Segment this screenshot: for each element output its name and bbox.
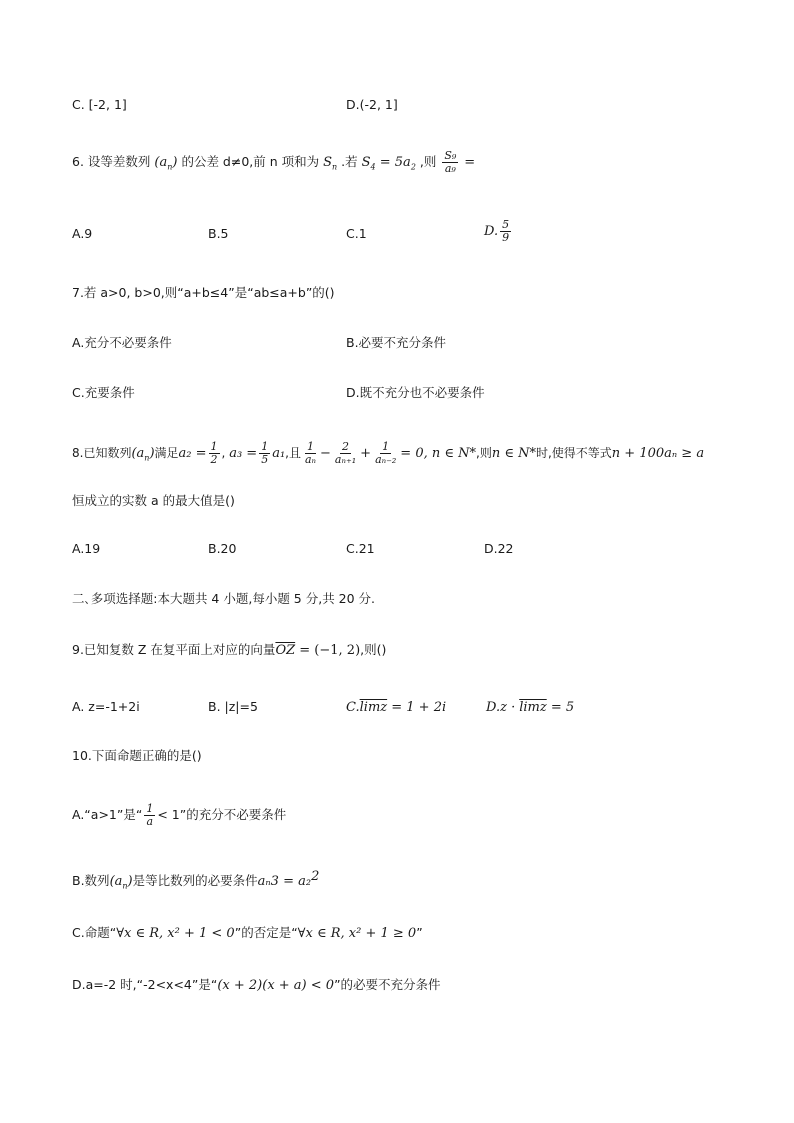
q6-stem (72, 150, 475, 177)
q9-vector: $\overline{OZ}$ (275, 643, 296, 658)
q6-mid: 的公差 d≠0,前 n 项和为 (181, 154, 320, 169)
q10-option-b: B.数列$(a_n)$是等比数列的必要条件aₙ3 = a₂$^2$ (72, 869, 320, 891)
q9-option-d: D.z · limz = 5 (486, 700, 575, 715)
q6-lead: 6. 设等差数列 (72, 154, 151, 169)
q6-mid2: .若 (341, 154, 358, 169)
q10-stem: 10.下面命题正确的是() (72, 748, 202, 763)
q9-stem: 9.已知复数 Z 在复平面上对应的向量$\overline{OZ} = (-1$, 2),则() (72, 642, 387, 658)
q6-option-d: D. $\frac{5}{9}$ (484, 218, 510, 244)
q7-stem: 7.若 a>0, b>0,则“a+b≤4”是“ab≤a+b”的() (72, 285, 335, 300)
q6-equation: $S_4 = 5a_2$ (361, 155, 416, 172)
q8-option-d: D.22 (484, 541, 514, 556)
q6-seq: $(a_n)$ (154, 155, 178, 172)
section-2-heading: 二､多项选择题:本大题共 4 小题,每小题 5 分,共 20 分. (72, 591, 376, 606)
q9-option-b: B. |z|=5 (208, 699, 258, 714)
q7-option-d: D.既不充分也不必要条件 (346, 385, 485, 400)
q10-option-d: D.a=-2 时,“-2<x<4”是“(x + 2)(x + a) < 0”的必要不充分条件 (72, 977, 441, 993)
q7-option-c: C.充要条件 (72, 385, 135, 400)
q5-option-d: D.(-2, 1] (346, 97, 398, 112)
q6-mid3: ,则 (419, 154, 437, 169)
q5-option-c: C. [-2, 1] (72, 97, 127, 112)
q6-fraction: $\frac{\text{S₉}}{\text{a₉}}$ (444, 149, 457, 175)
q8-option-a: A.19 (72, 541, 101, 556)
q9-option-c: C.limz = 1 + 2i (346, 700, 447, 715)
q8-stem: 8.已知数列$(a_n)$满足a₂ = $\frac{1}{2}$ , a₃ = $\frac{1}{5}$ a₁,且 $\frac{1}{\text{aₙ}}$ − $\frac{2}{\text{aₙ₊₁}}$ + $\frac{1}{\text{aₙ₋₂}}$ = 0, n ∈ N*,则n ∈ N*时,使得不等式n + 100aₙ ≥ a (72, 440, 705, 466)
q8-stem-line2: 恒成立的实数 a 的最大值是() (72, 493, 235, 508)
q6-option-c: C.1 (346, 226, 367, 241)
q6-option-b: B.5 (208, 226, 229, 241)
q8-option-b: B.20 (208, 541, 237, 556)
q10-option-c: C.命题“∀x ∈ R, x² + 1 < 0”的否定是“∀x ∈ R, x² + 1 ≥ 0” (72, 925, 423, 941)
q10-option-a: A.“a>1”是“ $\frac{1}{a}$ < 1”的充分不必要条件 (72, 802, 287, 828)
q6-tail: = (464, 155, 476, 170)
q7-option-b: B.必要不充分条件 (346, 335, 447, 350)
q6-option-a: A.9 (72, 226, 93, 241)
q6-sn: $S_n$ (323, 155, 338, 172)
q7-option-a: A.充分不必要条件 (72, 335, 172, 350)
q8-option-c: C.21 (346, 541, 375, 556)
q9-option-a: A. z=-1+2i (72, 699, 140, 714)
